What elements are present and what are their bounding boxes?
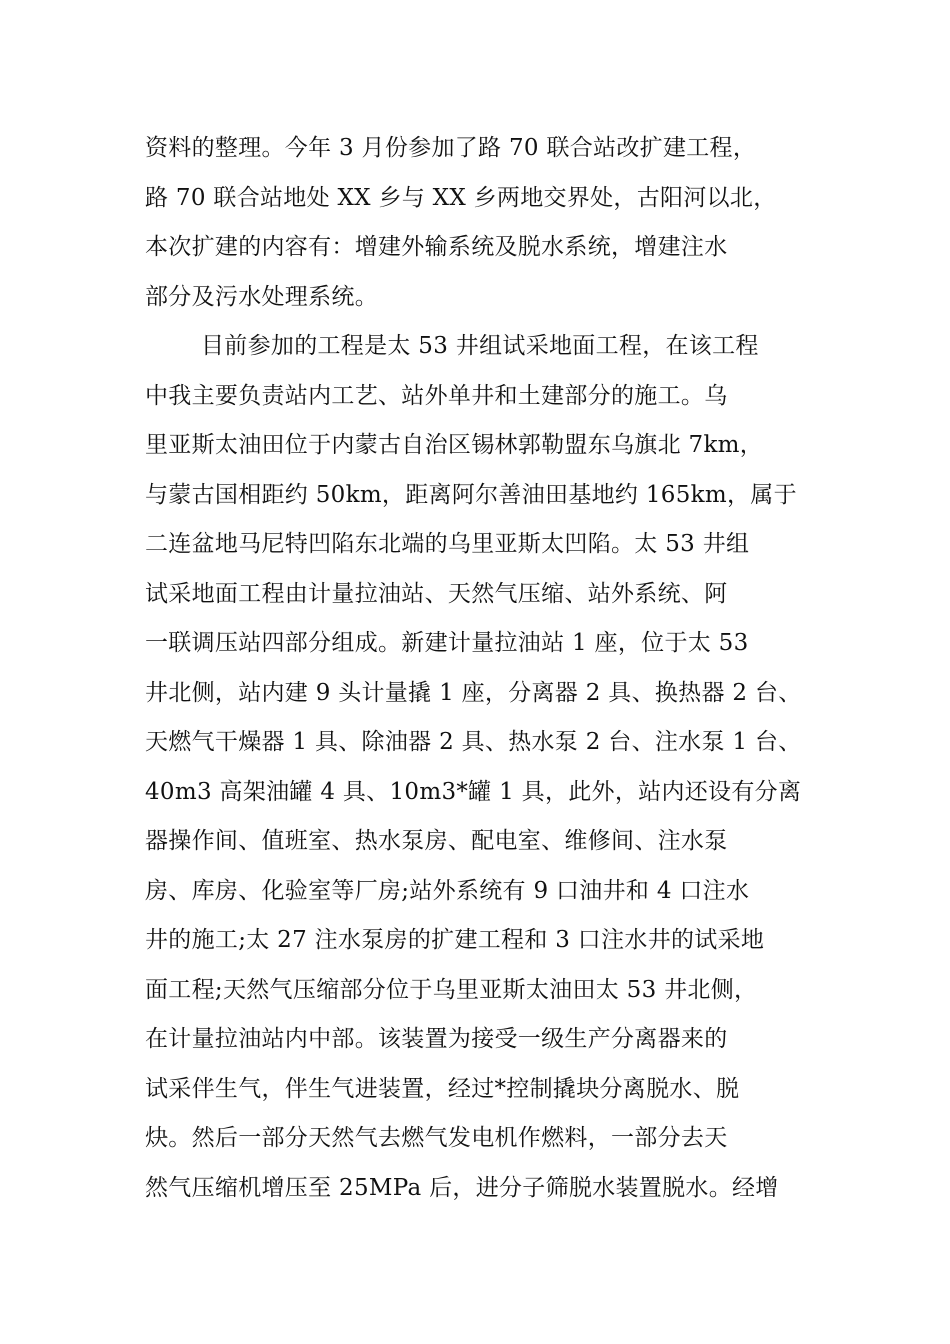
text-line: 器操作间、值班室、热水泵房、配电室、维修间、注水泵 bbox=[145, 828, 728, 854]
text-line: 与蒙古国相距约 50km，距离阿尔善油田基地约 165km，属于 bbox=[145, 481, 797, 508]
text-line: 井北侧，站内建 9 头计量撬 1 座，分离器 2 具、换热器 2 台、 bbox=[145, 679, 802, 706]
text-line: 本次扩建的内容有：增建外输系统及脱水系统，增建注水 bbox=[145, 234, 728, 260]
text-line: 房、库房、化验室等厂房;站外系统有 9 口油井和 4 口注水 bbox=[145, 877, 750, 904]
text-line: 炔。然后一部分天然气去燃气发电机作燃料，一部分去天 bbox=[145, 1125, 728, 1151]
text-line: 天燃气干燥器 1 具、除油器 2 具、热水泵 2 台、注水泵 1 台、 bbox=[145, 729, 802, 755]
paragraph-first-line: 目前参加的工程是太 53 井组试采地面工程，在该工程 bbox=[201, 333, 759, 359]
body-text bbox=[145, 124, 845, 1213]
text-line: 面工程;天然气压缩部分位于乌里亚斯太油田太 53 井北侧， bbox=[145, 976, 758, 1003]
text-line: 井的施工;太 27 注水泵房的扩建工程和 3 口注水井的试采地 bbox=[145, 927, 765, 953]
text-line: 中我主要负责站内工艺、站外单井和土建部分的施工。乌 bbox=[145, 382, 728, 409]
text-line: 路 70 联合站地处 XX 乡与 XX 乡两地交界处，古阳河以北， bbox=[145, 184, 777, 211]
text-line: 试采伴生气，伴生气进装置，经过*控制撬块分离脱水、脱 bbox=[145, 1075, 740, 1102]
text-line: 试采地面工程由计量拉油站、天然气压缩、站外系统、阿 bbox=[145, 580, 728, 607]
text-line: 资料的整理。今年 3 月份参加了路 70 联合站改扩建工程， bbox=[145, 135, 757, 161]
text-line: 然气压缩机增压至 25MPa 后，进分子筛脱水装置脱水。经增 bbox=[145, 1174, 779, 1201]
text-line: 二连盆地马尼特凹陷东北端的乌里亚斯太凹陷。太 53 井组 bbox=[145, 531, 750, 557]
text-line: 一联调压站四部分组成。新建计量拉油站 1 座，位于太 53 bbox=[145, 630, 749, 656]
text-line: 40m3 高架油罐 4 具、10m3*罐 1 具，此外，站内还设有分离 bbox=[145, 778, 802, 805]
text-line: 里亚斯太油田位于内蒙古自治区锡林郭勒盟东乌旗北 7km， bbox=[145, 432, 764, 458]
text-line: 在计量拉油站内中部。该装置为接受一级生产分离器来的 bbox=[145, 1026, 728, 1052]
text-line: 部分及污水处理系统。 bbox=[145, 283, 378, 310]
